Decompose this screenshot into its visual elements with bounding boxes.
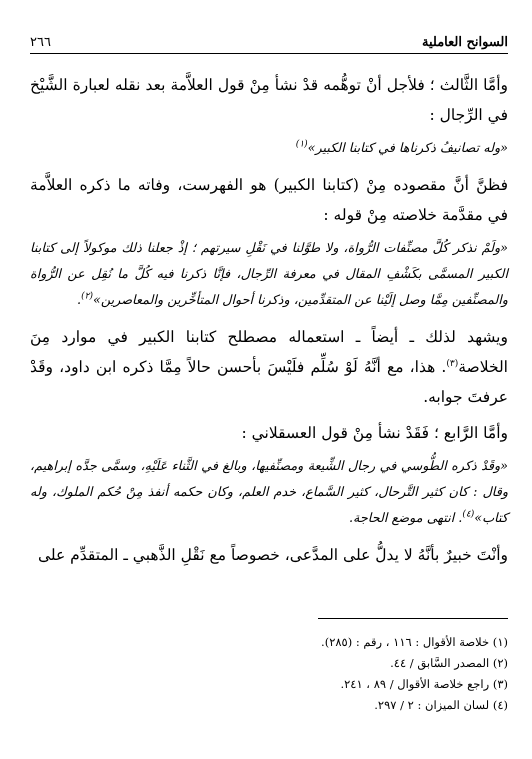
footnote-ref-3: (٣) [446, 358, 459, 369]
quote-khulasa: «ولَمْ نذكر كُلَّ مصنِّفات الرُّواة، ولا طوَّلنا في نَقْلِ سيرتهم ؛ إذْ جعلنا ذلك موكولاً إلى كتابنا الكبير المسمَّى بكَشْفِ المقال في معرفة الرِّجال، فإنَّا ذكرنا فيه كُلَّ ما نُقِل عن الرُّواة والمصنِّفين مِمَّا وصل إلَيْنا عن المتقدِّمين، وذكرنا أحوال المتأخِّرين والمعاصرين»$^{(٢)}$. [30, 241, 508, 308]
footnote-ref-1: (١) [295, 139, 308, 150]
quote-asqalani [30, 454, 508, 532]
footnote-ref-2: (٢) [81, 291, 93, 302]
paragraph-fihrist [30, 170, 508, 230]
footnote-1: (١) خلاصة الأقوال : ١١٦ ، رقم : (٢٨٥). [321, 635, 508, 649]
paragraph-text: وأمَّا الرَّابع ؛ فَقَدْ نشأ مِنْ قول العسقلاني : [241, 424, 508, 442]
page-number: ٢٦٦ [30, 35, 51, 50]
header-title: السوانح العاملية [422, 35, 508, 50]
footnote-divider [318, 618, 508, 619]
quote-text: «وله تصانيفُ ذكرناها في كتابنا الكبير» [307, 141, 508, 156]
paragraph-evidence [30, 322, 508, 412]
paragraph-text: ويشهد لذلك ـ أيضاً ـ استعماله مصطلح كتابنا الكبير في موارد مِنَ الخلاصة [30, 328, 508, 376]
paragraph-closing [30, 540, 508, 570]
paragraph-text-cont: . هذا، مع أنَّهُ لَوْ سُلِّم فلَيْسَ بأحسن حالاً مِمَّا ذكره ابن داود، وقَدْ عرفتَ جوابه. [30, 358, 508, 406]
quote-text: «وقَدْ ذكره الطُّوسي في رجال الشِّيعة ومصنِّفيها، وبالغ في الثَّناء عَلَيْهِ، وسمَّى جدَّه إبراهيم، وقال : كان كثير التَّرحال، كثير السَّماع، خدم العلم، وكان حكمه أنفذ مِنْ حُكم الملوك، وله كتاب» [30, 459, 508, 526]
page-body [30, 70, 508, 576]
running-header [30, 28, 508, 54]
paragraph-fourth [30, 418, 508, 448]
paragraph-third [30, 70, 508, 130]
paragraph-text: وأمَّا الثَّالث ؛ فلأجل أنْ توهُّمه قدْ نشأ مِنْ قول العلاَّمة بعد نقله لعبارة الشَّيْخ في الرِّجال : [30, 76, 508, 124]
footnote-ref-4: (٤) [462, 509, 475, 520]
footnote-2: (٢) المصدر السَّابق / ٤٤. [390, 656, 508, 670]
quote-tail: . انتهى موضع الحاجة. [348, 511, 463, 526]
paragraph-text: وأنْتَ خبيرٌ بأنَّهُ لا يدلُّ على المدَّعى، خصوصاً مع نَقْلِ الذَّهبي ـ المتقدِّم على [37, 546, 508, 564]
footnote-4: (٤) لسان الميزان : ٢ / ٢٩٧. [374, 698, 508, 712]
paragraph-text: فظنَّ أنَّ مقصوده مِنْ (كتابنا الكبير) هو الفهرست، وفاته ما ذكره العلاَّمة في مقدَّمة خلاصته مِنْ قوله : [30, 176, 508, 224]
footnotes [30, 632, 508, 716]
footnote-3: (٣) راجع خلاصة الأقوال / ٨٩ ، ٢٤١. [340, 677, 508, 691]
book-page [30, 28, 508, 748]
quote-text: «ولَمْ نذكر كُلَّ مصنِّفات الرُّواة، ولا طوَّلنا في نَقْلِ سيرتهم ؛ إذْ جعلنا ذلك موكولاً إلى كتابنا الكبير المسمَّى بكَشْفِ المقال في معرفة الرِّجال، فإنَّا ذكرنا فيه كُلَّ ما نُقِل عن الرُّواة والمصنِّفين مِمَّا وصل إلَيْنا عن المتقدِّمين، وذكرنا أحوال المتأخِّرين والمعاصرين» [30, 241, 508, 308]
quote-tusi [30, 136, 508, 162]
